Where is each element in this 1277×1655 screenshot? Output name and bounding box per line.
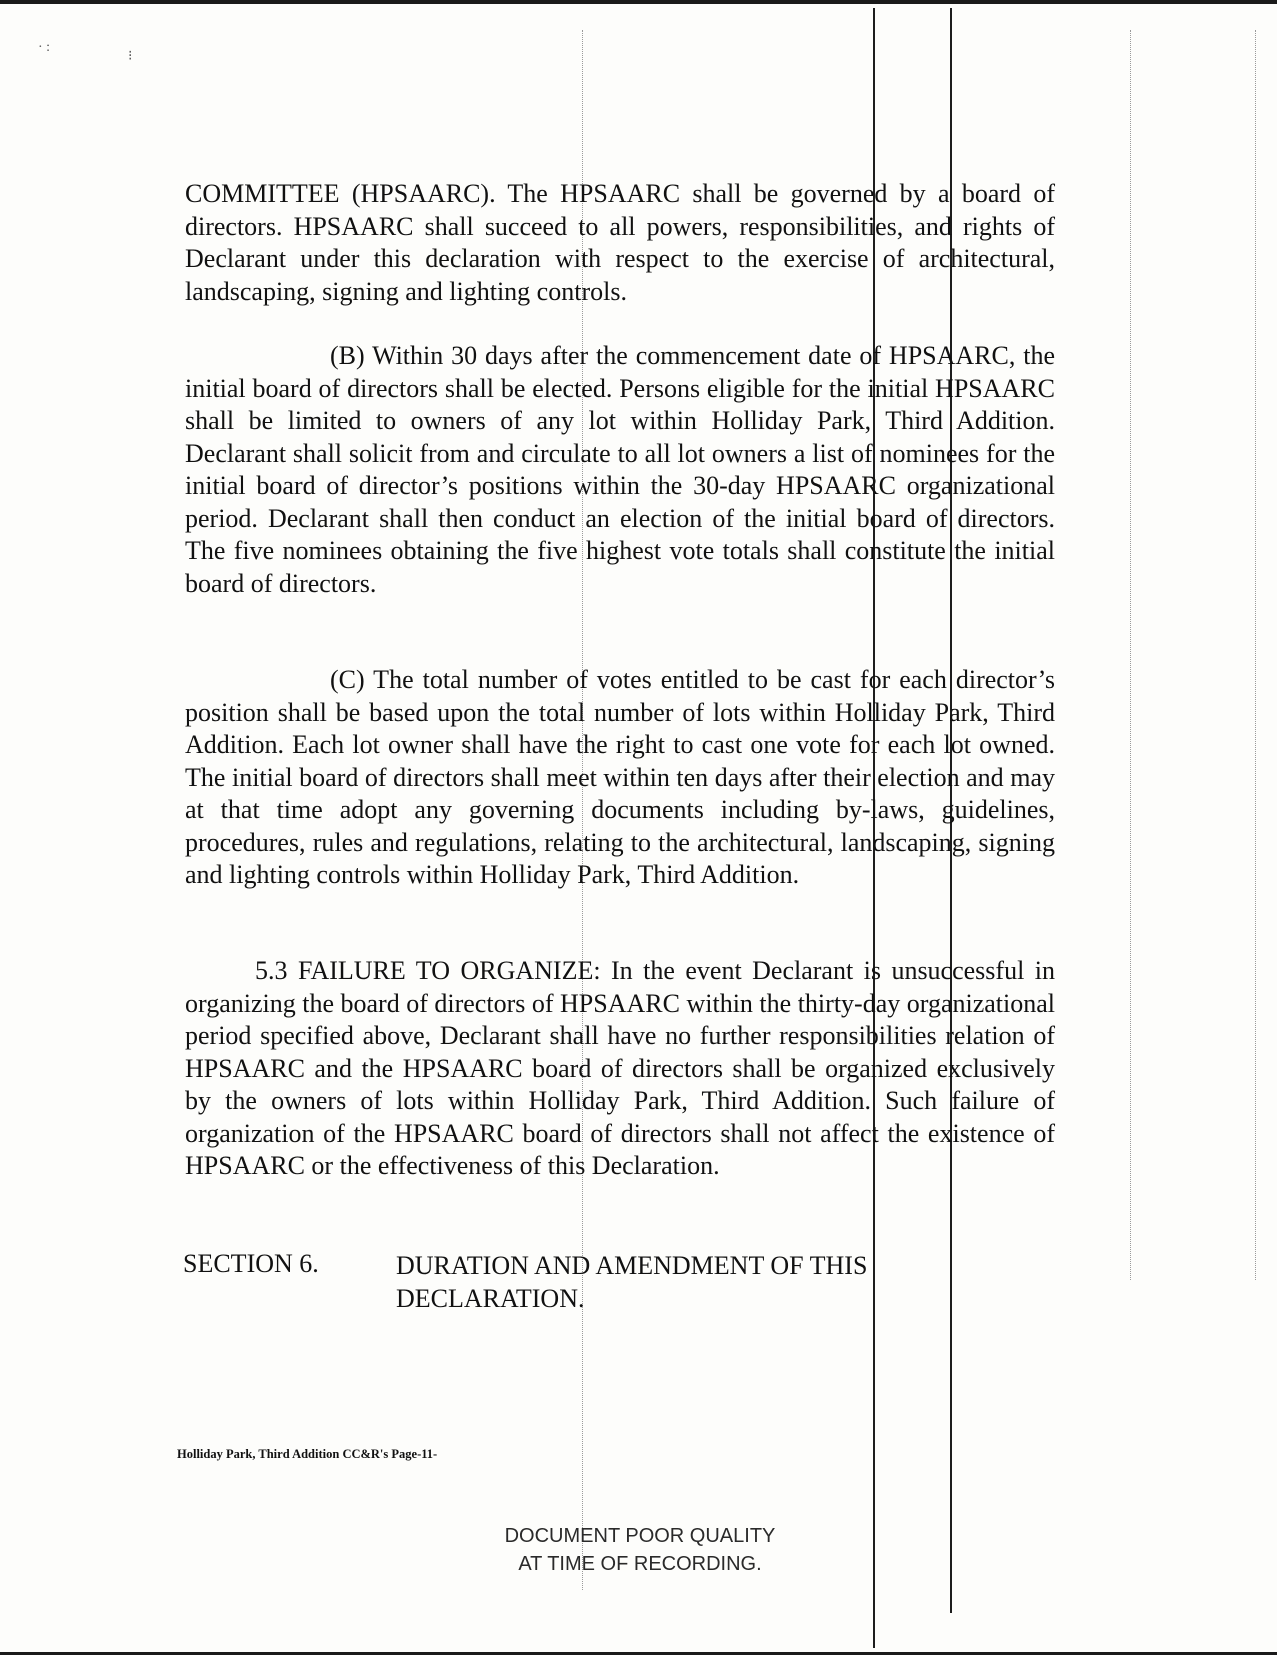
section-title-line: DECLARATION. — [396, 1284, 585, 1313]
scan-edge-top — [0, 0, 1277, 4]
paragraph-c: (C) The total number of votes entitled to be cast for each director’s position shall be based upon the total number of lots within Holliday Park, Third Addition. Each lot owner shall have the right to cast one vote for each lot owned. The initial board of directors shall meet within ten days after their election and may at that time adopt any governing documents including by-laws, guidelines, procedures, rules and regulations, relating to the architectural, landscaping, signing and lighting controls within Holliday Park, Third Addition. — [185, 665, 1055, 889]
scan-specks: ⁝ — [128, 49, 133, 64]
scan-artifact-dotted-line — [1130, 30, 1131, 1280]
stamp-line: DOCUMENT POOR QUALITY — [504, 1525, 776, 1547]
paragraph-committee: COMMITTEE (HPSAARC). The HPSAARC shall be governed by a board of directors. HPSAARC shall succeed to all powers, responsibilities, and rights of Declarant under this declaration with respect to the exercise of architectural, landscaping, signing and lighting controls. — [185, 179, 1055, 306]
paragraph-b: (B) Within 30 days after the commencement date of HPSAARC, the initial board of directors shall be elected. Persons eligible for the initial HPSAARC shall be limited to owners of any lot within Holliday Park, Third Addition. Declarant shall solicit from and circulate to all lot owners a list of nominees for the initial board of director’s positions within the 30-day HPSAARC organizational period. Declarant shall then conduct an election of the initial board of directors. The five nominees obtaining the five highest vote totals shall constitute the initial board of directors. — [185, 341, 1055, 598]
scan-specks: · : — [38, 40, 51, 55]
section-title-line: DURATION AND AMENDMENT OF THIS — [396, 1251, 868, 1280]
scan-artifact-dotted-line — [1255, 30, 1256, 1280]
section-number: SECTION 6. — [183, 1249, 319, 1278]
recording-stamp — [440, 1522, 840, 1578]
stamp-line: AT TIME OF RECORDING. — [518, 1553, 762, 1575]
page-footer-reference: Holliday Park, Third Addition CC&R's Page-11- — [177, 1447, 438, 1461]
paragraph-failure-to-organize: 5.3 FAILURE TO ORGANIZE: In the event Declarant is unsuccessful in organizing the board of directors of HPSAARC within the thirty-day organizational period specified above, Declarant shall have no further responsibilities relation of HPSAARC and the HPSAARC board of directors shall be organized exclusively by the owners of lots within Holliday Park, Third Addition. Such failure of organization of the HPSAARC board of directors shall not affect the existence of HPSAARC or the effectiveness of this Declaration. — [185, 956, 1055, 1180]
section-title — [396, 1249, 936, 1315]
